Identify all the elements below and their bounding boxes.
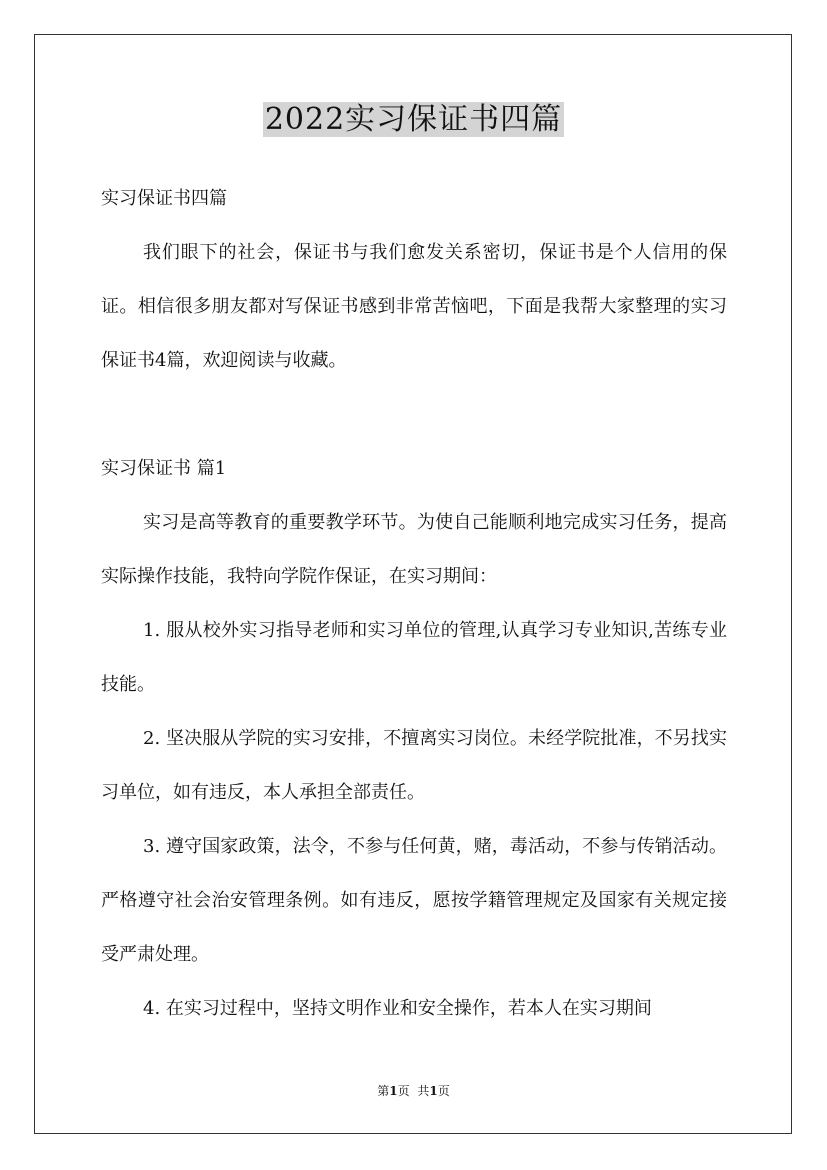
document-body — [101, 172, 727, 1036]
page-footer — [0, 1082, 827, 1099]
footer-page-prefix: 第 — [377, 1084, 390, 1098]
paragraph-2: 1. 服从校外实习指导老师和实习单位的管理,认真学习专业知识,苦练专业技能。 — [101, 620, 727, 695]
subtitle: 实习保证书四篇 — [101, 188, 227, 209]
document-title: 2022实习保证书四篇 — [264, 102, 563, 137]
paragraph-1: 实习是高等教育的重要教学环节。为使自己能顺利地完成实习任务，提高实际操作技能，我特向学院作保证，在实习期间： — [101, 512, 727, 587]
footer-total-prefix: 共 — [417, 1084, 430, 1098]
intro-paragraph: 我们眼下的社会，保证书与我们愈发关系密切，保证书是个人信用的保证。相信很多朋友都对写保证书感到非常苦恼吧，下面是我帮大家整理的实习保证书4篇，欢迎阅读与收藏。 — [101, 242, 727, 371]
footer-total-suffix: 页 — [437, 1084, 450, 1098]
footer-total-number: 1 — [429, 1084, 438, 1098]
footer-page-suffix: 页 — [397, 1084, 410, 1098]
footer-page-number: 1 — [389, 1084, 398, 1098]
paragraph-5: 4. 在实习过程中，坚持文明作业和安全操作，若本人在实习期间 — [143, 998, 652, 1019]
document-title-wrap — [0, 98, 827, 142]
section-heading: 实习保证书 篇1 — [101, 458, 227, 479]
spacer — [101, 388, 727, 442]
paragraph-3: 2. 坚决服从学院的实习安排，不擅离实习岗位。未经学院批准，不另找实习单位，如有违反，本人承担全部责任。 — [101, 728, 727, 803]
paragraph-4: 3. 遵守国家政策，法令，不参与任何黄，赌，毒活动，不参与传销活动。严格遵守社会治安管理条例。如有违反，愿按学籍管理规定及国家有关规定接受严肃处理。 — [101, 836, 727, 965]
